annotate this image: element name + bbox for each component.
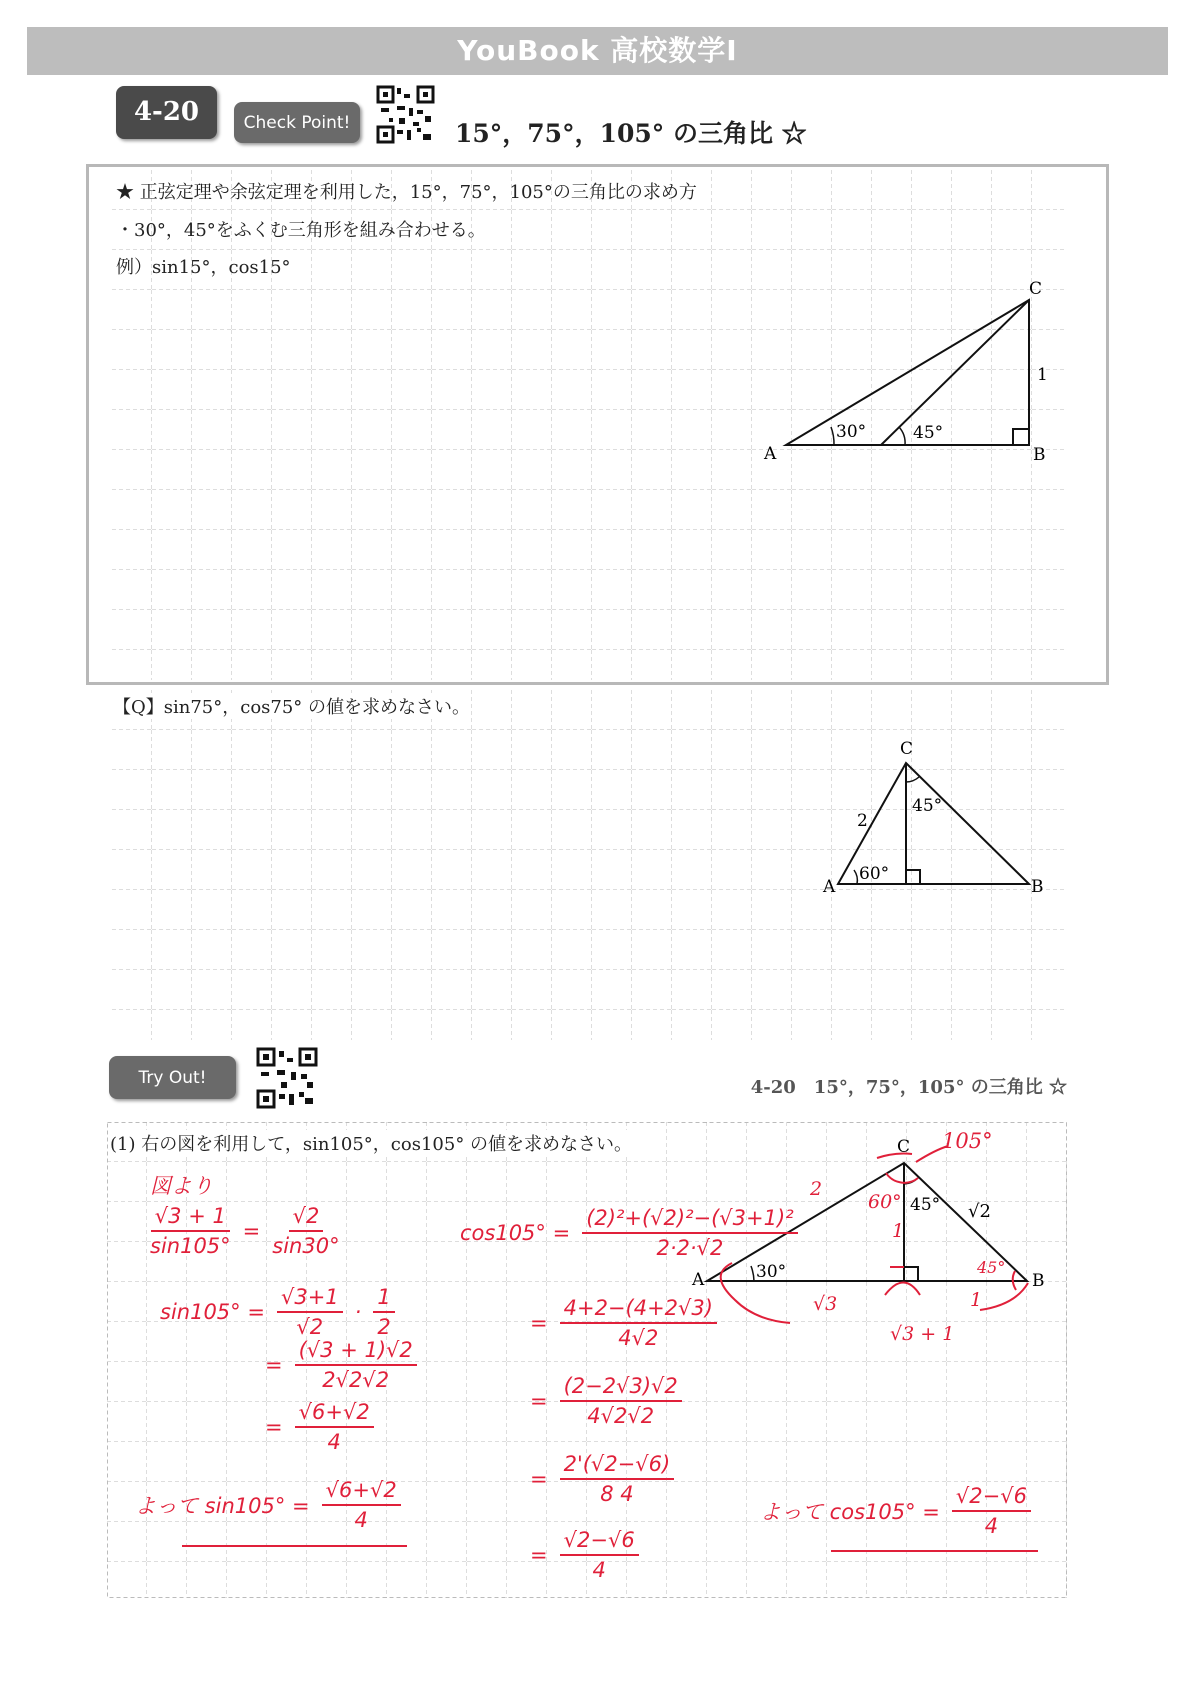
question-text: 【Q】sin75°，cos75° の値を求めなさい。: [113, 693, 470, 719]
hw-cos-eq2: [530, 1296, 717, 1350]
denominator: 2·2·√2: [656, 1236, 724, 1260]
angle-c-label: 45°: [912, 796, 943, 816]
equals: =: [530, 1311, 548, 1335]
lhs: sin105° =: [160, 1300, 265, 1324]
running-title: 4-20 15°，75°，105° の三角比 ☆: [750, 1077, 1067, 1098]
vertex-c-label: C: [1029, 279, 1043, 299]
denominator: √2: [296, 1315, 324, 1339]
figure-example-triangle: [750, 270, 1070, 470]
side-cb-label: 1: [1037, 365, 1048, 385]
vertex-a-label: A: [692, 1270, 705, 1290]
vertex-a-label: A: [764, 444, 777, 464]
hw-sin-eq4: [265, 1400, 374, 1454]
angle-a-label: 30°: [836, 422, 867, 442]
denominator: sin30°: [272, 1234, 340, 1258]
denominator: 4: [592, 1558, 606, 1582]
lesson-title: 15°，75°，105° の三角比 ☆: [455, 119, 807, 148]
problem-1-text: (1) 右の図を利用して，sin105°，cos105° の値を求めなさい。: [110, 1130, 632, 1156]
vertex-b-label: B: [1032, 1271, 1045, 1291]
equals: =: [530, 1543, 548, 1567]
qr-code-icon[interactable]: [377, 86, 434, 143]
denominator: 2: [377, 1315, 391, 1339]
numerator: (√3 + 1)√2: [295, 1338, 417, 1366]
try-out-button[interactable]: Try Out!: [109, 1056, 236, 1099]
cos-answer-underline: [831, 1550, 1038, 1552]
hw-cos-eq1: [460, 1206, 798, 1260]
numerator: √6+√2: [322, 1478, 401, 1506]
equals: =: [242, 1219, 261, 1243]
side-cb-label: √2: [968, 1201, 991, 1222]
hw-angle-b: 45°: [977, 1258, 1006, 1277]
hw-cos-eq4: [530, 1452, 674, 1506]
header-bar: [27, 27, 1168, 75]
dot: ·: [354, 1300, 362, 1324]
numerator: 4+2−(4+2√3): [560, 1296, 717, 1324]
numerator: √2: [289, 1204, 324, 1232]
denominator: 4√2: [618, 1326, 659, 1350]
equals: =: [530, 1467, 548, 1491]
numerator: √3 + 1: [151, 1204, 230, 1232]
vertex-c-label: C: [897, 1137, 911, 1157]
hw-height: 1: [892, 1220, 905, 1242]
figure-question-triangle: [815, 740, 1055, 910]
vertex-b-label: B: [1031, 877, 1044, 897]
numerator: (2−2√3)√2: [560, 1374, 682, 1402]
numerator: √2−√6: [560, 1528, 639, 1556]
denominator: 4: [327, 1430, 341, 1454]
hw-sin-eq2: [160, 1285, 395, 1339]
angle-45-label: 45°: [913, 423, 944, 443]
hw-sin-eq1: [150, 1204, 340, 1258]
denominator: 4√2√2: [587, 1404, 655, 1428]
hw-cos-answer: [760, 1484, 1031, 1538]
sin-answer-underline: [182, 1545, 407, 1547]
hw-cos-eq5: [530, 1528, 639, 1582]
lhs: cos105° =: [460, 1221, 571, 1245]
numerator: 2'(√2−√6): [560, 1452, 675, 1480]
vertex-a-label: A: [823, 877, 836, 897]
vertex-b-label: B: [1033, 445, 1046, 465]
hw-sin-eq3: [265, 1338, 417, 1392]
hw-side-ac: 2: [810, 1178, 823, 1200]
method-point: ・30°，45°をふくむ三角形を組み合わせる。: [116, 220, 486, 241]
denominator: 2√2√2: [322, 1368, 390, 1392]
numerator: 1: [373, 1285, 394, 1313]
numerator: √3+1: [277, 1285, 343, 1313]
denominator: 8 4: [600, 1482, 634, 1506]
hw-intro: 図より: [150, 1174, 213, 1198]
numerator: (2)²+(√2)²−(√3+1)²: [582, 1206, 797, 1234]
hw-hb: 1: [970, 1289, 983, 1311]
equals: =: [530, 1389, 548, 1413]
denominator: 4: [984, 1514, 999, 1538]
equals: =: [265, 1415, 283, 1439]
equals: =: [265, 1353, 283, 1377]
hw-angle-105: 105°: [942, 1129, 993, 1153]
angle-c-label: 45°: [910, 1195, 941, 1215]
method-heading: ★ 正弦定理や余弦定理を利用した，15°，75°，105°の三角比の求め方: [116, 182, 697, 203]
book-title: YouBook 高校数学Ⅰ: [457, 34, 738, 67]
check-point-button[interactable]: Check Point!: [234, 102, 360, 143]
example-label: 例）sin15°，cos15°: [116, 257, 291, 278]
qr-code-icon[interactable]: [257, 1048, 317, 1108]
numerator: √6+√2: [295, 1400, 374, 1428]
denominator: 4: [354, 1508, 368, 1532]
vertex-c-label: C: [900, 739, 914, 759]
side-ac-label: 2: [857, 811, 868, 831]
hw-ab: √3 + 1: [890, 1323, 955, 1345]
denominator: sin105°: [150, 1234, 231, 1258]
hw-cos-eq3: [530, 1374, 682, 1428]
numerator: √2−√6: [952, 1484, 1031, 1512]
hw-sin-answer: [135, 1478, 401, 1532]
lhs: よって sin105° =: [135, 1494, 310, 1518]
angle-a-label: 30°: [756, 1262, 787, 1282]
lhs: よって cos105° =: [760, 1500, 940, 1524]
hw-ah: √3: [813, 1293, 838, 1315]
angle-a-label: 60°: [859, 864, 890, 884]
hw-angle-60: 60°: [868, 1191, 902, 1213]
lesson-number-badge: 4-20: [116, 86, 217, 139]
